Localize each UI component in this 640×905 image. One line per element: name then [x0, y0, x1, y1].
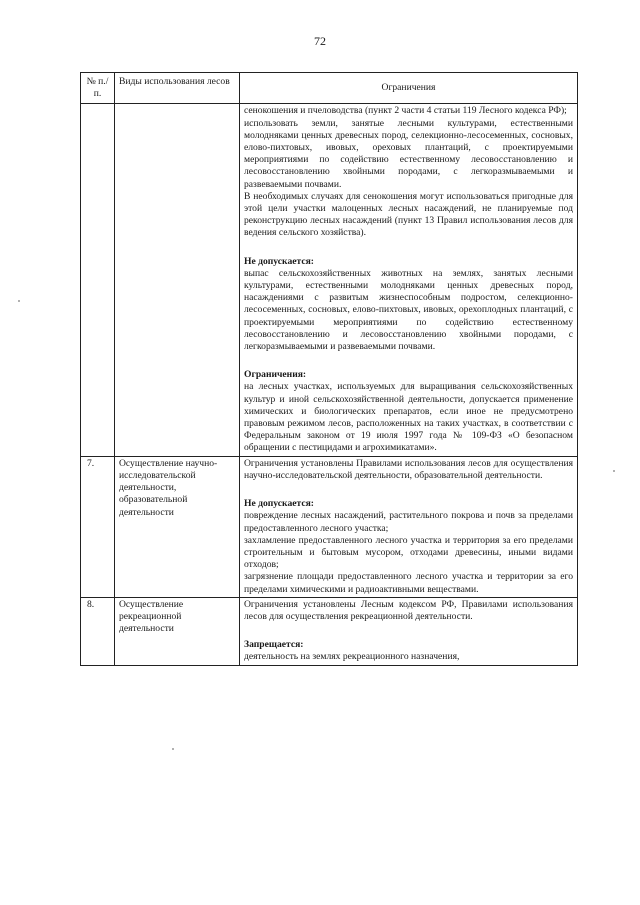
row-number: 8. [81, 597, 115, 665]
section-heading: Запрещается: [244, 639, 304, 651]
cell-restrictions [240, 104, 578, 456]
cell-restrictions [240, 456, 578, 597]
scan-speck [613, 470, 615, 472]
header-restrictions: Ограничения [240, 73, 578, 104]
scan-speck [18, 300, 20, 302]
paragraph: загрязнение площади предоставленного лесного участка и территории за его пределами химическими и радиоактивными веществами. [244, 571, 573, 595]
paragraph: сенокошения и пчеловодства (пункт 2 части 4 статьи 119 Лесного кодекса РФ); [244, 105, 567, 117]
paragraph: В необходимых случаях для сенокошения могут использоваться пригодные для этой цели участки малоценных лесных насаждений, не планируемые под реконструкцию лесных насаждений (пункт 13 Правил использования лесов для ведения сельского хозяйства). [244, 190, 573, 239]
table-header-row [81, 73, 578, 104]
paragraph: захламление предоставленного лесного участка и территория за его пределами строительным и бытовым мусором, отходами древесины, иными видами отходов; [244, 534, 573, 571]
usage-type: Осуществление научно-исследовательской деятельности, образовательной деятельности [115, 456, 240, 597]
cell-restrictions [240, 597, 578, 665]
paragraph: Ограничения установлены Правилами использования лесов для осуществления научно-исследовательской деятельности, образовательной деятельности. [244, 457, 573, 481]
paragraph: использовать земли, занятые лесными культурами, естественными молодняками ценных древесных пород, селекционно-лесосеменных, сосновых, елово-пихтовых, ивовых, ореховых плантаций, с проектируемыми мероприятиями по содействию естественному лесовосстановлению и лесовосстановлению хвойными породами, с легкоразмываемыми и развеваемыми почвами. [244, 117, 573, 190]
row-number: 7. [81, 456, 115, 597]
table-row-continuation [81, 104, 578, 456]
cell-type-empty [115, 104, 240, 456]
paragraph: Ограничения установлены Лесным кодексом РФ, Правилами использования лесов для осуществления рекреационной деятельности. [244, 598, 573, 622]
scan-speck [172, 748, 174, 750]
paragraph: на лесных участках, используемых для выращивания сельскохозяйственных культур и иной сельскохозяйственной деятельности, допускается применение химических и биологических препаратов, если иное не предусмотрено правовым режимом лесов, расположенных на таких участках, в соответствии с Федеральным законом от 19 июля 1997 года № 109-ФЗ «О безопасном обращении с пестицидами и агрохимикатами». [244, 381, 573, 454]
usage-type: Осуществление рекреационной деятельности [115, 597, 240, 665]
paragraph: выпас сельскохозяйственных животных на землях, занятых лесными культурами, естественными молодняками ценных древесных пород, насаждениями с развитым жизнеспособным подростом, селекционно-лесосеменных, сосновых, елово-пихтовых, ивовых, орехоплодных плантаций, с проектируемыми мероприятиями по содействию естественному лесовосстановлению и лесовосстановлению хвойными породами, с легкоразмываемыми и развеваемыми почвами. [244, 267, 573, 353]
header-usage-type: Виды использования лесов [115, 73, 240, 104]
paragraph: деятельность на землях рекреационного назначения, [244, 651, 460, 663]
restrictions-table [80, 72, 578, 666]
paragraph: повреждение лесных насаждений, растительного покрова и почв за пределами предоставленного лесного участка; [244, 510, 573, 534]
table-row-7 [81, 456, 578, 597]
section-heading: Не допускается: [244, 498, 314, 510]
cell-number-empty [81, 104, 115, 456]
section-heading: Не допускается: [244, 255, 314, 267]
section-heading: Ограничения: [244, 369, 307, 381]
table-row-8 [81, 597, 578, 665]
page-number: 72 [314, 34, 326, 48]
header-number: № п./п. [81, 73, 115, 104]
